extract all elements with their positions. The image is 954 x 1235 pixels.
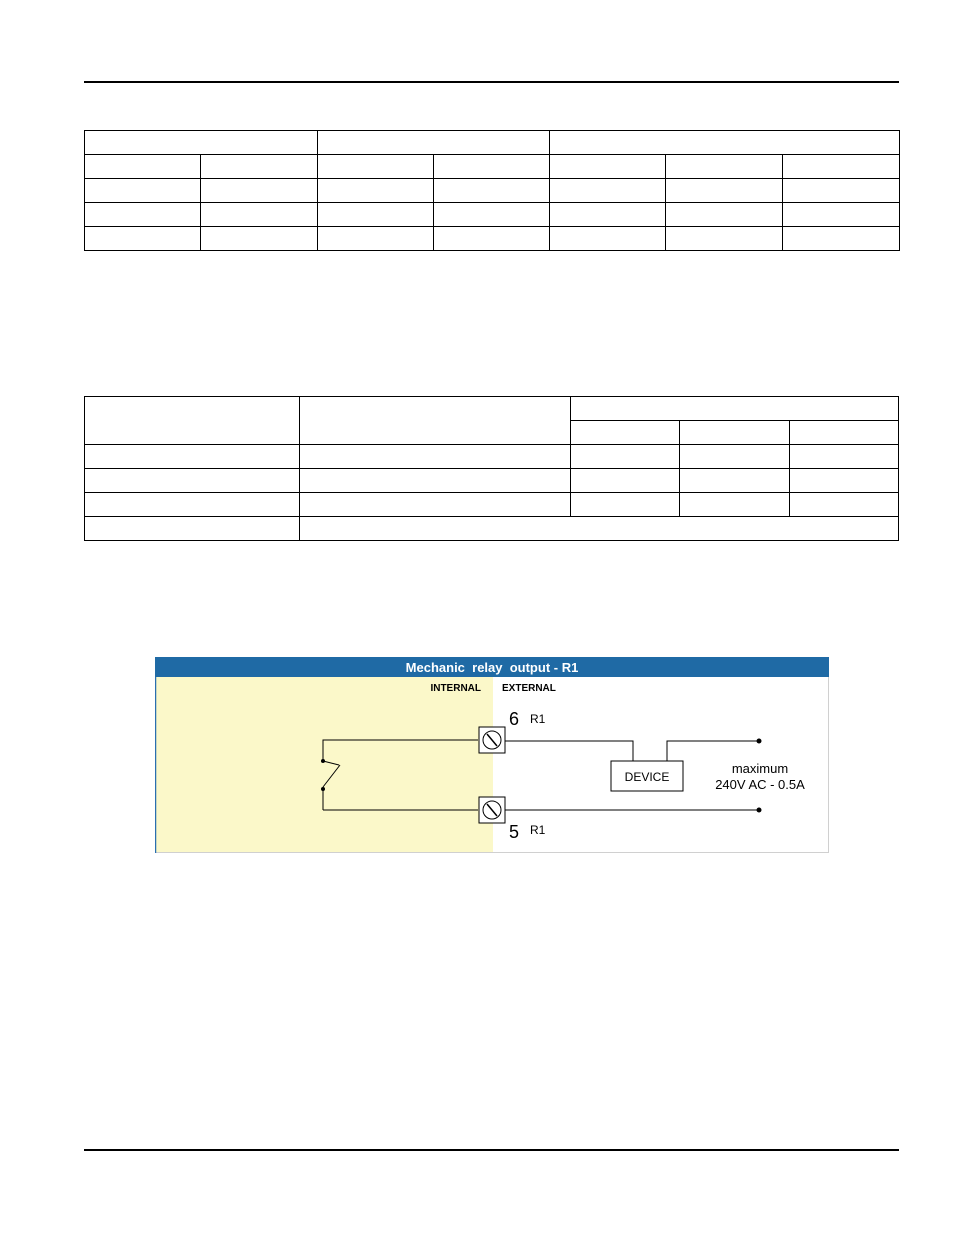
table-row — [85, 131, 900, 155]
table-cell — [783, 227, 900, 251]
table-cell — [570, 493, 679, 517]
table-cell — [434, 203, 550, 227]
table-cell — [434, 179, 550, 203]
table-cell — [679, 421, 789, 445]
table-cell — [789, 421, 898, 445]
switch-node-bottom — [321, 787, 325, 791]
table-cell — [201, 203, 318, 227]
table-cell — [783, 203, 900, 227]
table-cell — [666, 227, 783, 251]
table-row — [85, 203, 900, 227]
table-cell — [666, 179, 783, 203]
header-rule — [84, 81, 899, 83]
switch-node-top — [321, 759, 325, 763]
terminal-top-label: R1 — [530, 712, 546, 726]
table-row — [85, 397, 899, 421]
table-cell — [550, 179, 666, 203]
table-cell — [85, 517, 300, 541]
table-cell — [570, 445, 679, 469]
table-cell — [570, 469, 679, 493]
external-label: EXTERNAL — [502, 683, 556, 694]
table-cell — [85, 155, 201, 179]
terminal-5-icon — [479, 797, 505, 823]
table-row — [85, 517, 899, 541]
relay-wiring-diagram — [155, 657, 829, 853]
table-cell — [789, 469, 898, 493]
table-row — [85, 227, 900, 251]
terminal-6-icon — [479, 727, 505, 753]
table-cell — [201, 179, 318, 203]
table-cell — [783, 155, 900, 179]
footer-rule — [84, 1149, 899, 1151]
table-cell — [300, 397, 570, 445]
table-cell — [789, 493, 898, 517]
table-cell — [666, 155, 783, 179]
internal-label: INTERNAL — [430, 683, 481, 694]
table-cell — [679, 445, 789, 469]
table-row — [85, 445, 899, 469]
table-cell — [550, 203, 666, 227]
terminal-top-number: 6 — [509, 709, 520, 729]
table-cell — [318, 155, 434, 179]
rating-line-1: maximum — [731, 761, 789, 776]
table-cell — [434, 155, 550, 179]
table-cell — [300, 469, 570, 493]
table-cell — [201, 155, 318, 179]
table-cell — [570, 421, 679, 445]
table-cell — [679, 469, 789, 493]
table-cell — [318, 227, 434, 251]
table-cell — [666, 203, 783, 227]
table-cell — [85, 469, 300, 493]
table-cell — [679, 493, 789, 517]
table-cell — [318, 203, 434, 227]
table-cell — [318, 179, 434, 203]
table-cell — [85, 131, 318, 155]
table-cell — [300, 493, 570, 517]
table-cell — [434, 227, 550, 251]
table-cell — [783, 179, 900, 203]
table-cell — [550, 131, 900, 155]
output-node-bottom — [757, 808, 762, 813]
table-1 — [84, 130, 900, 251]
table-cell — [789, 445, 898, 469]
table-row — [85, 179, 900, 203]
table-cell — [201, 227, 318, 251]
table-row — [85, 469, 899, 493]
table-cell — [85, 493, 300, 517]
table-cell — [85, 227, 201, 251]
table-cell — [85, 203, 201, 227]
diagram-title: Mechanic relay output - R1 — [405, 660, 579, 675]
table-cell — [570, 397, 898, 421]
table-cell — [85, 445, 300, 469]
terminal-bottom-number: 5 — [509, 822, 520, 842]
table-cell — [85, 179, 201, 203]
table-cell — [318, 131, 550, 155]
terminal-bottom-label: R1 — [530, 823, 546, 837]
table-cell — [300, 445, 570, 469]
table-row — [85, 155, 900, 179]
table-row — [85, 493, 899, 517]
table-cell — [300, 517, 899, 541]
table-2 — [84, 396, 899, 541]
table-cell — [550, 227, 666, 251]
rating-line-2: 240V AC - 0.5A — [715, 777, 805, 792]
table-cell — [550, 155, 666, 179]
table-cell — [85, 397, 300, 445]
device-label: DEVICE — [624, 770, 670, 784]
output-node-top — [757, 739, 762, 744]
